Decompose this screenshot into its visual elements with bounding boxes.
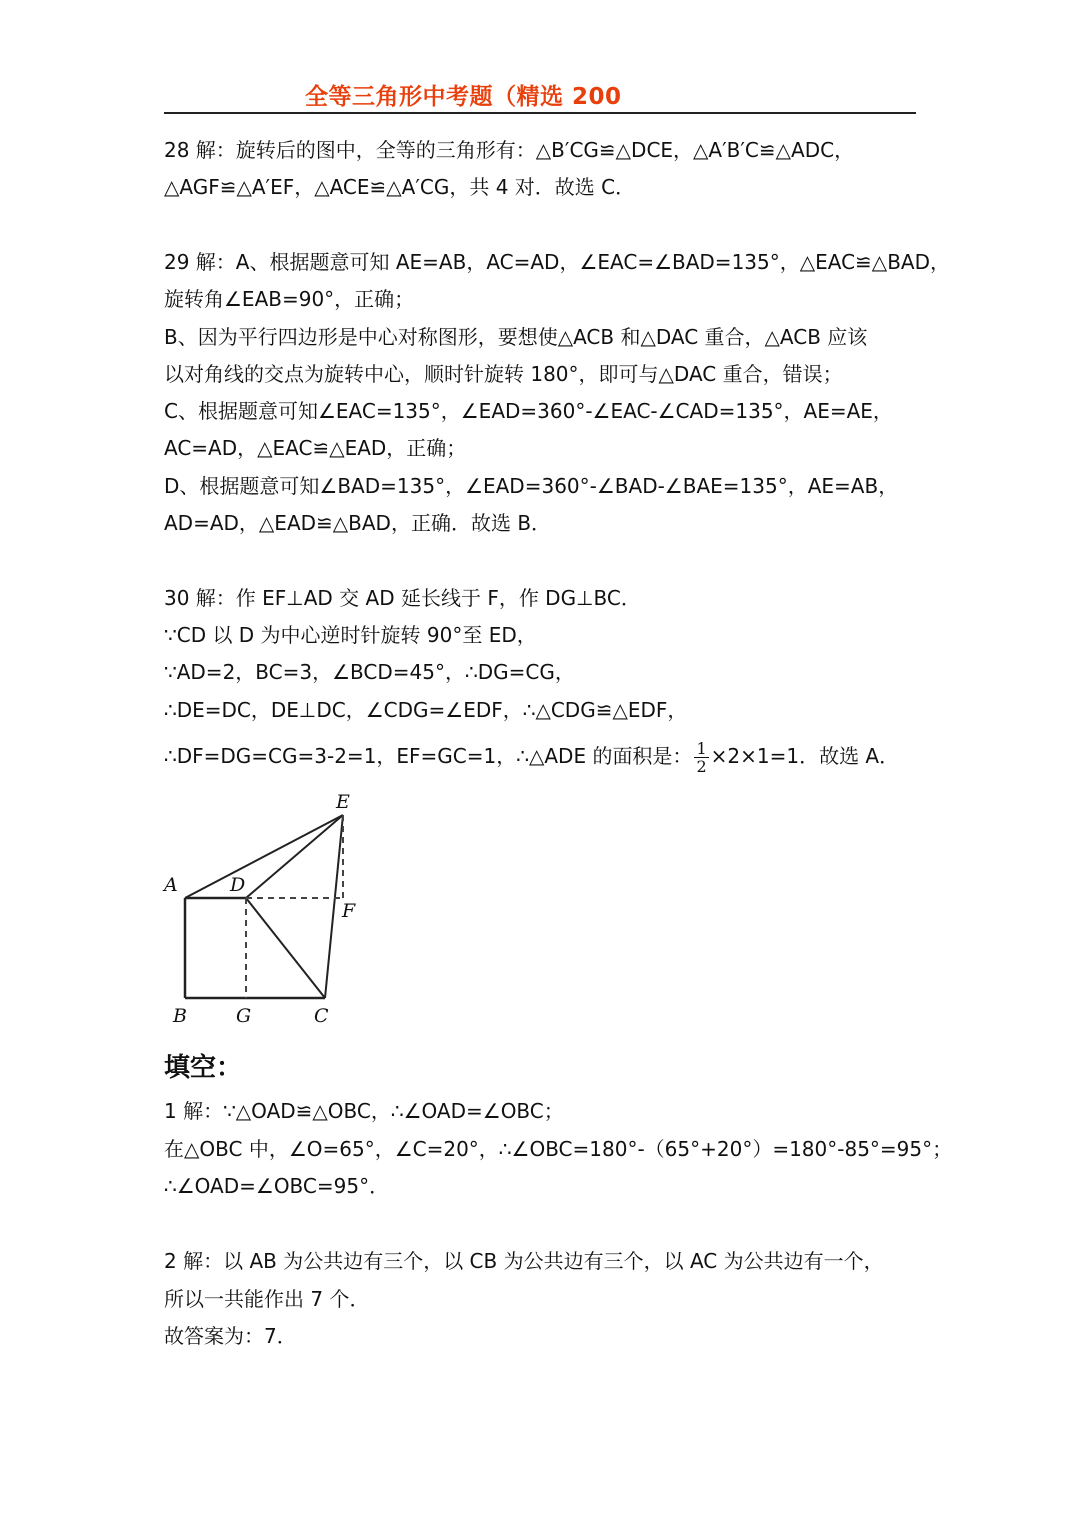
q30-line-5-before: ∴DF=DG=CG=3-2=1，EF=GC=1，∴△ADE 的面积是： xyxy=(164,744,693,768)
segment-de xyxy=(246,815,343,898)
header-rule xyxy=(164,112,916,114)
blank-q1-line-1: 1 解：∵△OAD≌△OBC，∴∠OAD=∠OBC； xyxy=(164,1099,564,1123)
label-a: A xyxy=(164,874,178,896)
q28-line-2: △AGF≌△A′EF，△ACE≌△A′CG，共 4 对．故选 C． xyxy=(164,175,636,199)
blank-q1-line-3: ∴∠OAD=∠OBC=95°． xyxy=(164,1174,390,1198)
fraction-one-half xyxy=(694,740,708,775)
q28-line-1: 28 解：旋转后的图中，全等的三角形有：△B′CG≌△DCE，△A′B′C≌△ADC， xyxy=(164,138,855,162)
q30-line-5-after: ×2×1=1．故选 A． xyxy=(710,744,900,768)
q30-line-2: ∵CD 以 D 为中心逆时针旋转 90°至 ED， xyxy=(164,623,537,647)
label-g: G xyxy=(236,1005,252,1027)
q29-line-4: 以对角线的交点为旋转中心，顺时针旋转 180°，即可与△DAC 重合，错误； xyxy=(164,362,843,386)
q29-line-8: AD=AD，△EAD≌△BAD，正确．故选 B． xyxy=(164,511,552,535)
q30-line-5 xyxy=(164,740,899,775)
fraction-numerator: 1 xyxy=(696,739,707,758)
q30-line-3: ∵AD=2，BC=3，∠BCD=45°，∴DG=CG， xyxy=(164,660,575,684)
geometry-figure xyxy=(150,780,380,1030)
blank-q2-line-3: 故答案为：7． xyxy=(164,1324,297,1348)
q30-line-1: 30 解：作 EF⊥AD 交 AD 延长线于 F，作 DG⊥BC． xyxy=(164,586,641,610)
q29-line-3: B、因为平行四边形是中心对称图形，要想使△ACB 和△DAC 重合，△ACB 应该 xyxy=(164,325,868,349)
geometry-figure-svg xyxy=(150,780,380,1030)
blank-q1-line-2: 在△OBC 中，∠O=65°，∠C=20°，∴∠OBC=180°-（65°+20°）=180°-85°=95°； xyxy=(164,1137,953,1161)
section-title-fill-blank: 填空： xyxy=(164,1053,243,1083)
q30-line-4: ∴DE=DC，DE⊥DC，∠CDG=∠EDF，∴△CDG≌△EDF， xyxy=(164,698,688,722)
blank-q2-line-2: 所以一共能作出 7 个． xyxy=(164,1287,370,1311)
blank-q2-line-1: 2 解：以 AB 为公共边有三个，以 CB 为公共边有三个，以 AC 为公共边有一个， xyxy=(164,1249,884,1273)
label-d: D xyxy=(230,874,246,896)
label-c: C xyxy=(314,1005,329,1027)
segment-dc xyxy=(246,898,325,998)
segment-ae xyxy=(185,815,343,898)
header-title: 全等三角形中考题（精选 200 xyxy=(305,84,622,110)
q29-line-6: AC=AD，△EAC≌△EAD，正确； xyxy=(164,436,467,460)
q29-line-5: C、根据题意可知∠EAC=135°，∠EAD=360°-∠EAC-∠CAD=135°，AE=AE， xyxy=(164,399,893,423)
q29-line-7: D、根据题意可知∠BAD=135°，∠EAD=360°-∠BAD-∠BAE=135°，AE=AB， xyxy=(164,474,899,498)
q29-line-2: 旋转角∠EAB=90°，正确； xyxy=(164,287,415,311)
fraction-denominator: 2 xyxy=(696,757,707,776)
label-f: F xyxy=(342,900,356,922)
segment-ec xyxy=(325,815,343,998)
label-e: E xyxy=(336,791,350,813)
label-b: B xyxy=(173,1005,187,1027)
q29-line-1: 29 解：A、根据题意可知 AE=AB，AC=AD，∠EAC=∠BAD=135°，△EAC≌△BAD， xyxy=(164,250,950,274)
